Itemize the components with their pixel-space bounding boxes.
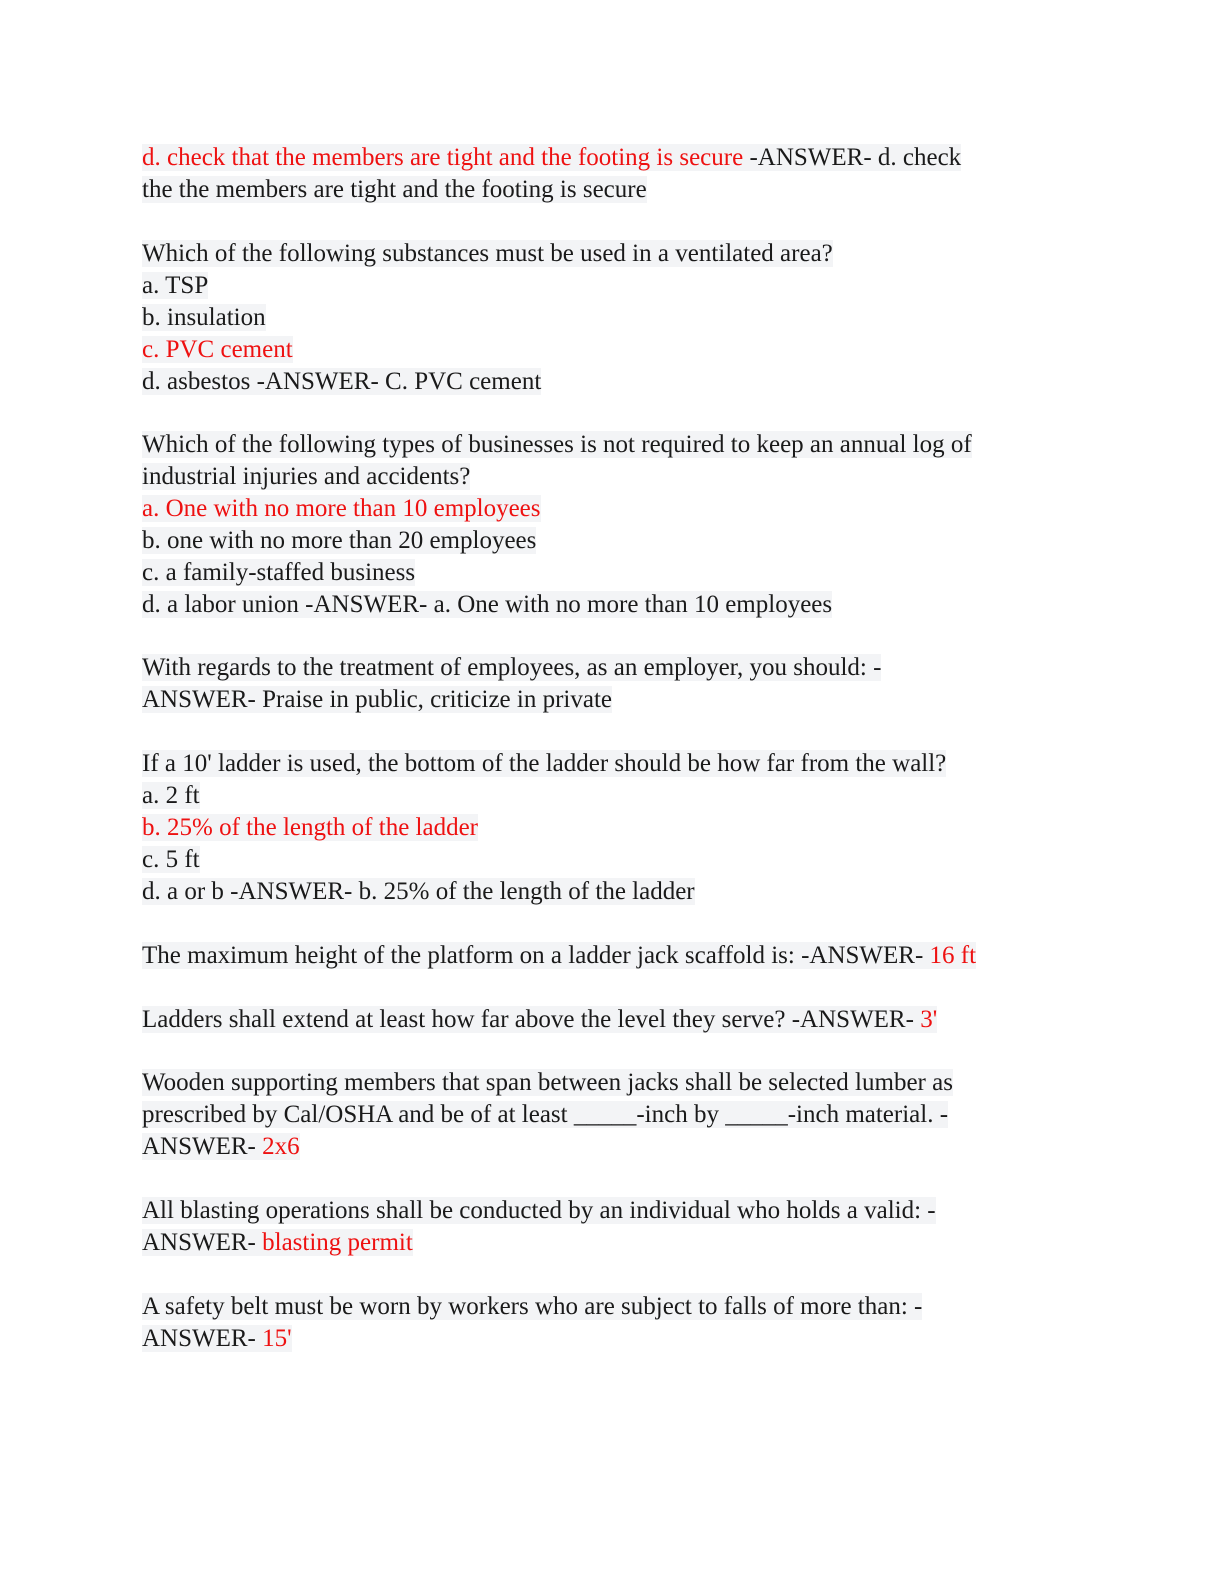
text-line: [142, 525, 1082, 557]
qa-block-blasting: [142, 1195, 1082, 1259]
answer-text: c. PVC cement: [142, 336, 293, 363]
line-highlight: [142, 495, 541, 522]
line-highlight: [142, 1229, 413, 1256]
line-highlight: [142, 1325, 292, 1352]
line-highlight: [142, 1133, 300, 1160]
text-line: [142, 780, 1082, 812]
text-line: [142, 1291, 1082, 1323]
line-highlight: [142, 144, 961, 171]
answer-text: 15': [262, 1325, 292, 1352]
question-text: the the members are tight and the footing is secure: [142, 176, 647, 203]
text-line: [142, 1004, 1082, 1036]
line-highlight: [142, 814, 478, 841]
question-text: ANSWER-: [142, 1229, 263, 1256]
text-line: [142, 334, 1082, 366]
line-highlight: [142, 176, 647, 203]
question-text: a. TSP: [142, 272, 209, 299]
text-line: [142, 270, 1082, 302]
text-line: [142, 1195, 1082, 1227]
text-line: [142, 1323, 1082, 1355]
line-highlight: [142, 1293, 922, 1320]
question-text: Wooden supporting members that span between jacks shall be selected lumber as: [142, 1069, 953, 1096]
text-line: [142, 493, 1082, 525]
question-text: A safety belt must be worn by workers who are subject to falls of more than: -: [142, 1293, 923, 1320]
text-line: [142, 557, 1082, 589]
question-text: Ladders shall extend at least how far above the level they serve? -ANSWER-: [142, 1006, 921, 1033]
question-text: b. insulation: [142, 304, 266, 331]
line-highlight: [142, 750, 946, 777]
qa-block-footing: [142, 142, 1082, 206]
text-line: [142, 844, 1082, 876]
line-highlight: [142, 431, 972, 458]
qa-block-ladder-jack-height: [142, 940, 1082, 972]
text-line: [142, 684, 1082, 716]
line-highlight: [142, 1101, 948, 1128]
line-highlight: [142, 878, 695, 905]
line-highlight: [142, 1006, 937, 1033]
line-highlight: [142, 782, 200, 809]
text-line: [142, 366, 1082, 398]
answer-text: a. One with no more than 10 employees: [142, 495, 541, 522]
text-line: [142, 1099, 1082, 1131]
question-text: b. one with no more than 20 employees: [142, 527, 537, 554]
line-highlight: [142, 654, 881, 681]
qa-block-ventilated-area: [142, 238, 1082, 398]
line-highlight: [142, 304, 266, 331]
line-highlight: [142, 1197, 936, 1224]
question-text: d. a or b -ANSWER- b. 25% of the length of the ladder: [142, 878, 695, 905]
question-text: d. asbestos -ANSWER- C. PVC cement: [142, 368, 542, 395]
line-highlight: [142, 559, 415, 586]
text-line: [142, 142, 1082, 174]
question-text: -ANSWER- d. check: [749, 144, 962, 171]
qa-block-ladder-distance: [142, 748, 1082, 908]
line-highlight: [142, 527, 536, 554]
question-text: All blasting operations shall be conducted by an individual who holds a valid: -: [142, 1197, 936, 1224]
question-text: prescribed by Cal/OSHA and be of at least _____-inch by _____-inch material. -: [142, 1101, 949, 1128]
text-line: [142, 1067, 1082, 1099]
qa-block-ladder-extension: [142, 1004, 1082, 1036]
qa-block-employee-treatment: [142, 652, 1082, 716]
question-text: The maximum height of the platform on a ladder jack scaffold is: -ANSWER-: [142, 942, 930, 969]
question-text: a. 2 ft: [142, 782, 200, 809]
question-text: With regards to the treatment of employees, as an employer, you should: -: [142, 654, 882, 681]
text-line: [142, 652, 1082, 684]
qa-block-wooden-members: [142, 1067, 1082, 1163]
question-text: ANSWER-: [142, 1133, 263, 1160]
text-line: [142, 812, 1082, 844]
qa-block-injury-log: [142, 429, 1082, 621]
line-highlight: [142, 942, 976, 969]
question-text: Which of the following types of businesses is not required to keep an annual log of: [142, 431, 972, 458]
line-highlight: [142, 240, 833, 267]
text-line: [142, 876, 1082, 908]
text-line: [142, 589, 1082, 621]
line-highlight: [142, 686, 612, 713]
line-highlight: [142, 368, 541, 395]
answer-text: 3': [920, 1006, 938, 1033]
text-line: [142, 748, 1082, 780]
line-highlight: [142, 846, 200, 873]
question-text: Which of the following substances must be used in a ventilated area?: [142, 240, 833, 267]
question-text: If a 10' ladder is used, the bottom of the ladder should be how far from the wall?: [142, 750, 947, 777]
question-text: c. 5 ft: [142, 846, 200, 873]
text-line: [142, 238, 1082, 270]
text-line: [142, 429, 1082, 461]
answer-text: 2x6: [262, 1133, 300, 1160]
text-line: [142, 1131, 1082, 1163]
line-highlight: [142, 591, 832, 618]
answer-text: d. check that the members are tight and the footing is secure: [142, 144, 750, 171]
qa-block-safety-belt: [142, 1291, 1082, 1355]
line-highlight: [142, 272, 208, 299]
text-line: [142, 1227, 1082, 1259]
line-highlight: [142, 463, 470, 490]
text-line: [142, 174, 1082, 206]
text-line: [142, 302, 1082, 334]
question-text: d. a labor union -ANSWER- a. One with no more than 10 employees: [142, 591, 833, 618]
question-text: industrial injuries and accidents?: [142, 463, 471, 490]
line-highlight: [142, 336, 293, 363]
answer-text: 16 ft: [929, 942, 977, 969]
answer-text: blasting permit: [262, 1229, 413, 1256]
question-text: c. a family-staffed business: [142, 559, 416, 586]
question-text: ANSWER-: [142, 1325, 263, 1352]
line-highlight: [142, 1069, 953, 1096]
answer-text: b. 25% of the length of the ladder: [142, 814, 479, 841]
text-line: [142, 940, 1082, 972]
text-line: [142, 461, 1082, 493]
question-text: ANSWER- Praise in public, criticize in private: [142, 686, 613, 713]
